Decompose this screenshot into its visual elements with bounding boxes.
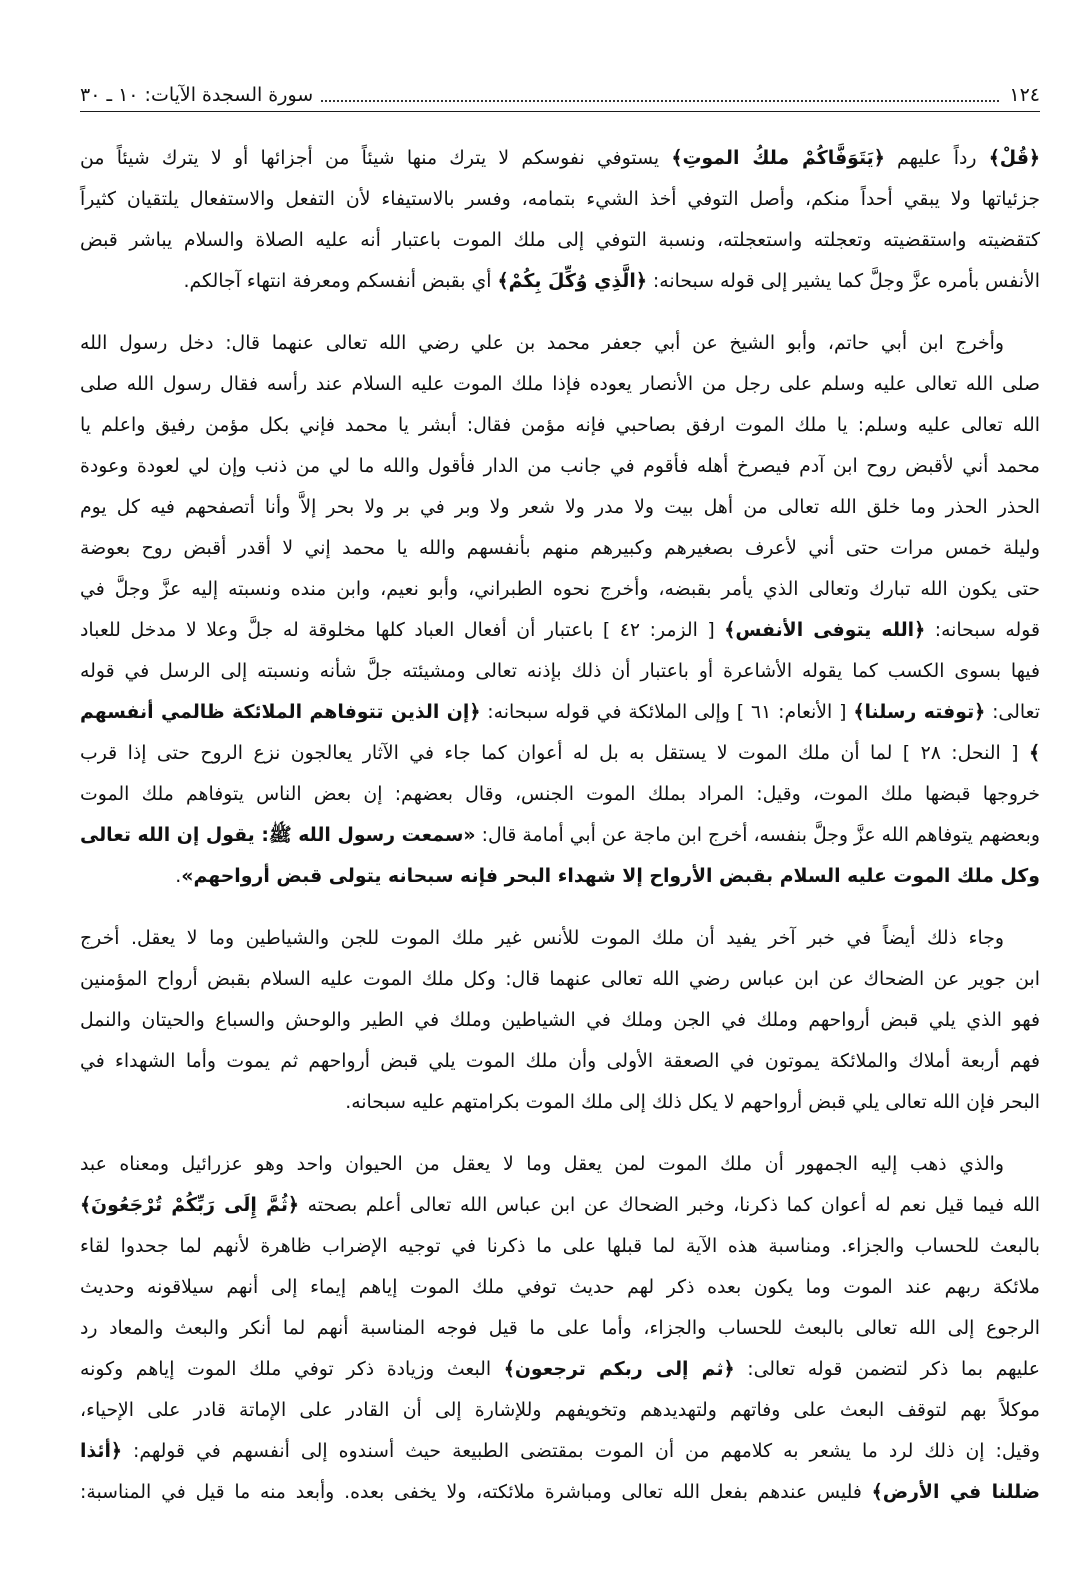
- text-segment: البعث وزيادة ذكر توفي ملك الموت إياهم وكونه: [80, 1358, 504, 1380]
- text-line: [80, 1472, 1040, 1513]
- text-line: والذي ذهب إليه الجمهور أن ملك الموت لمن يعقل وما لا يعقل من الحيوان واحد وهو عزرائيل ومعناه عبد: [80, 1153, 1004, 1175]
- text-line: جزئياتها ولا يبقي أحداً منكم، وأصل التوفي أخذ الشيء بتمامه، وفسر بالاستيفاء لأن التفعل والاستفعال يلتقيان كثيراً: [80, 188, 1040, 210]
- hadith-quote: «سمعت رسول الله ﷺ: يقول إن الله تعالى: [80, 824, 476, 846]
- text-segment: الله فيما قيل نعم له أعوان كما ذكرنا، وخبر الضحاك عن ابن عباس الله تعالى أعلم بصحته: [298, 1194, 1040, 1216]
- dot-leader: [321, 100, 999, 102]
- text-line: الحذر الحذر وما خلق الله تعالى من أهل بيت ولا مدر ولا شعر ولا وبر في بر ولا بحر إلاَّ وأنا أتصفحهم فيه كل يوم: [80, 496, 1040, 518]
- paragraph: [80, 138, 1040, 302]
- quran-quote: ﴿أئذا: [80, 1440, 122, 1462]
- text-line: محمد أني لأقبض روح ابن آدم فيصرخ أهله فأقوم في جانب من الدار فأقول والله ما لي من ذنب وإن لي لعودة وعودة: [80, 455, 1040, 477]
- text-segment: الأنفس بأمره عزَّ وجلَّ كما يشير إلى قوله سبحانه:: [646, 270, 1040, 292]
- quran-quote: ﴿إن الذين تتوفاهم الملائكة ظالمي أنفسهم: [80, 701, 481, 723]
- paragraph: [80, 323, 1040, 897]
- text-line: الرجوع إلى الله تعالى بالبعث للحساب والجزاء، وأما على ما قيل فوجه المناسبة أنهم لما أنكر والبعث والمعاد رد: [80, 1317, 1040, 1339]
- quran-quote: ﴿الَّذِي وُكِّلَ بِكُمْ﴾: [497, 270, 647, 292]
- text-line: الله تعالى عليه وسلم: يا ملك الموت ارفق بصاحبي فإنه مؤمن فقال: أبشر يا محمد فإني بكل مؤمن رفيق واعلم يا: [80, 414, 1040, 436]
- text-line: بالبعث للحساب والجزاء. ومناسبة هذه الآية لما قبلها على ما ذكرنا في توجيه الإضراب ظاهرة لأنهم لما جحدوا لقاء: [80, 1235, 1040, 1257]
- text-line: كتقضيته واستقضيته وتعجلته واستعجلته، ونسبة التوفي إلى ملك الموت باعتبار أنه عليه الصلاة والسلام يباشر قبض: [80, 229, 1040, 251]
- quran-quote: ﴾: [1028, 742, 1040, 764]
- text-line: [80, 733, 1040, 774]
- text-segment: [ الزمر: ٤٢ ] باعتبار أن أفعال العباد كلها مخلوقة له جلَّ وعلا لا مدخل للعباد: [80, 619, 725, 641]
- text-line: صلى الله تعالى عليه وسلم على رجل من الأنصار يعوده فإذا ملك الموت عليه السلام عند رأسه فقال رسول الله صلى: [80, 373, 1040, 395]
- text-line: فيها بسوى الكسب كما يقوله الأشاعرة أو باعتبار أن ذلك بإذنه تعالى ومشيئته جلَّ شأنه ونسبته إلى الرسل في قوله: [80, 660, 1040, 682]
- text-line: [80, 815, 1040, 856]
- text-line: وليلة خمس مرات حتى أني لأعرف بصغيرهم وكبيرهم منهم بأنفسهم والله يا محمد إني لا أقدر أقبض روح بعوضة: [80, 537, 1040, 559]
- text-body: [80, 138, 1040, 1534]
- text-line: [80, 1431, 1040, 1472]
- text-segment: تعالى:: [985, 701, 1040, 723]
- page-header: [80, 80, 1040, 112]
- quran-quote: ﴿قُلْ﴾: [988, 147, 1040, 169]
- text-segment: أي بقبض أنفسكم ومعرفة انتهاء آجالكم.: [183, 270, 498, 292]
- paragraph: [80, 1144, 1040, 1513]
- text-line: فهو الذي يلي قبض أرواحهم وملك في الجن وملك في الشياطين وملك في الطير والوحش والسباع والحيتان والنمل: [80, 1009, 1040, 1031]
- text-line: [80, 692, 1040, 733]
- paragraph: [80, 918, 1040, 1123]
- text-line: موكلاً بهم لتوقف البعث على وفاتهم ولتهديدهم وتخويفهم وللإشارة إلى أن القادر على الإماتة قادر على الإحياء،: [80, 1399, 1040, 1421]
- text-line: ابن جوير عن الضحاك عن ابن عباس رضي الله تعالى عنهما قال: وكل ملك الموت عليه السلام بقبض أرواح المؤمنين: [80, 968, 1040, 990]
- text-line: فهم أربعة أملاك والملائكة يموتون في الصعقة الأولى وأن ملك الموت يلي قبض أرواحهم ثم يموت وأما الشهداء في: [80, 1050, 1040, 1072]
- text-line: وجاء ذلك أيضاً في خبر آخر يفيد أن ملك الموت للأنس غير ملك الموت للجن والشياطين وما لا يعقل. أخرج: [80, 927, 1004, 949]
- text-segment: [ النحل: ٢٨ ] لما أن ملك الموت لا يستقل به بل له أعوان كما جاء في الآثار يعالجون نزع الروح حتى إذا قرب: [80, 742, 1029, 764]
- text-line: البحر فإن الله تعالى يلي قبض أرواحهم لا يكل ذلك إلى ملك الموت بكرامتهم عليه سبحانه.: [345, 1091, 1040, 1113]
- text-line: ملائكة ربهم عند الموت وما يكون بعده ذكر لهم حديث توفي ملك الموت إياهم إيماء إلى أنهم سيلاقونه وحديث: [80, 1276, 1040, 1298]
- quran-quote: ﴿ثُمَّ إِلَى رَبِّكُمْ تُرْجَعُونَ﴾: [80, 1194, 299, 1216]
- text-line: وأخرج ابن أبي حاتم، وأبو الشيخ عن أبي جعفر محمد بن علي رضي الله تعالى عنهما قال: دخل رسول الله: [80, 332, 1004, 354]
- hadith-quote: وكل ملك الموت عليه السلام بقبض الأرواح إلا شهداء البحر فإنه سبحانه يتولى قبض أرواحهم»: [181, 865, 1040, 887]
- quran-quote: ﴿الله يتوفى الأنفس﴾: [724, 619, 926, 641]
- text-line: [80, 1349, 1040, 1390]
- text-segment: يستوفي نفوسكم لا يترك منها شيئاً من أجزائها أو لا يترك شيئاً من: [80, 147, 672, 169]
- text-segment: رداً عليهم: [884, 147, 989, 169]
- quran-quote: ﴿يَتَوَفَّاكُمْ ملكُ الموتِ﴾: [671, 147, 885, 169]
- text-segment: [ الأنعام: ٦١ ] وإلى الملائكة في قوله سبحانه:: [480, 701, 854, 723]
- text-segment: وبعضهم يتوفاهم الله عزَّ وجلَّ بنفسه، أخرج ابن ماجة عن أبي أمامة قال:: [475, 824, 1040, 846]
- page-number: ١٢٤: [1009, 84, 1040, 106]
- quran-quote: ﴿توفته رسلنا﴾: [853, 701, 986, 723]
- quran-quote: ضللنا في الأرض﴾: [871, 1481, 1040, 1503]
- text-line: [80, 1185, 1040, 1226]
- text-line: [80, 856, 1040, 897]
- quran-quote: ﴿ثم إلى ربكم ترجعون﴾: [503, 1358, 735, 1380]
- text-segment: فليس عندهم بفعل الله تعالى ومباشرة ملائكته، ولا يخفى بعده. وأبعد منه ما قيل في المناسبة:: [80, 1481, 872, 1503]
- text-segment: وقيل: إن ذلك لرد ما يشعر به كلامهم من أن الموت بمقتضى الطبيعة حيث أسندوه إلى أنفسهم في قولهم:: [121, 1440, 1040, 1462]
- text-segment: .: [175, 865, 182, 887]
- text-segment: قوله سبحانه:: [925, 619, 1040, 641]
- text-line: [80, 261, 1040, 302]
- text-line: حتى يكون الله تبارك وتعالى الذي يأمر بقبضه، وأخرج نحوه الطبراني، وأبو نعيم، وابن منده ونسبته إليه عزَّ وجلَّ في: [80, 578, 1040, 600]
- text-segment: عليهم بما ذكر لتضمن قوله تعالى:: [734, 1358, 1040, 1380]
- text-line: [80, 138, 1040, 179]
- text-line: خروجها قبضها ملك الموت، وقيل: المراد بملك الموت الجنس، وقال بعضهم: إن بعض الناس يتوفاهم ملك الموت: [80, 783, 1040, 805]
- running-title: سورة السجدة الآيات: ١٠ ـ ٣٠: [80, 84, 314, 106]
- text-line: [80, 610, 1040, 651]
